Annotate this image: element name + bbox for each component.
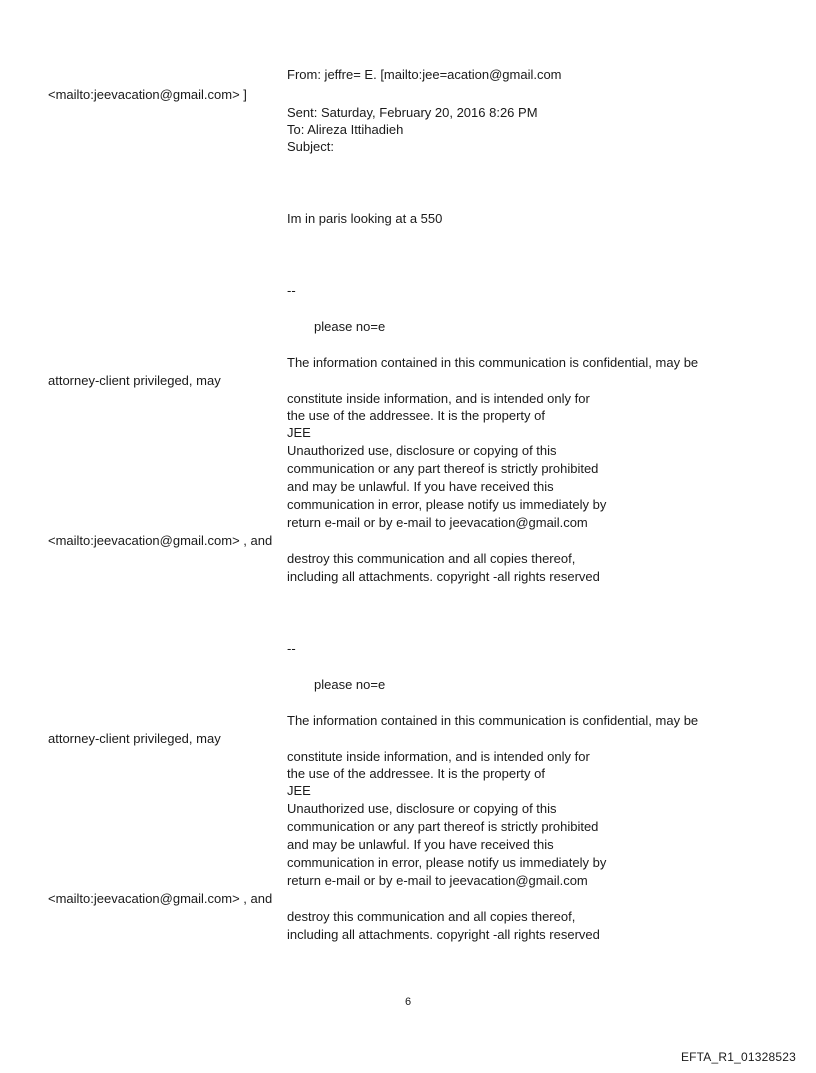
disclaimer-line: Unauthorized use, disclosure or copying of this — [287, 801, 557, 816]
disclaimer-line: and may be unlawful. If you have received this — [287, 479, 554, 494]
disclaimer-mailto-link[interactable]: <mailto:jeevacation@gmail.com> , and — [48, 891, 273, 906]
disclaimer-line: attorney-client privileged, may — [48, 731, 221, 746]
disclaimer-line: including all attachments. copyright -all rights reserved — [287, 927, 600, 942]
page-number: 6 — [404, 996, 412, 1008]
disclaimer-mailto-link[interactable]: <mailto:jeevacation@gmail.com> , and — [48, 533, 273, 548]
disclaimer-email-line[interactable]: return e-mail or by e-mail to jeevacation@gmail.com — [287, 873, 588, 888]
email-from: From: jeffre= E. [mailto:jee=acation@gmail.com — [287, 67, 562, 82]
signature-note: please no=e — [314, 677, 386, 692]
disclaimer-line: including all attachments. copyright -all rights reserved — [287, 569, 600, 584]
signature-note: please no=e — [314, 319, 386, 334]
document-id: EFTA_R1_01328523 — [680, 1050, 796, 1064]
disclaimer-line: destroy this communication and all copies thereof, — [287, 909, 576, 924]
disclaimer-line: JEE — [287, 425, 311, 440]
disclaimer-line: Unauthorized use, disclosure or copying of this — [287, 443, 557, 458]
disclaimer-line: communication in error, please notify us immediately by — [287, 855, 607, 870]
disclaimer-line: The information contained in this communication is confidential, may be — [287, 355, 699, 370]
disclaimer-line: JEE — [287, 783, 311, 798]
disclaimer-line: communication or any part thereof is strictly prohibited — [287, 461, 599, 476]
email-to: To: Alireza Ittihadieh — [287, 122, 404, 137]
disclaimer-line: the use of the addressee. It is the property of — [287, 408, 545, 423]
disclaimer-line: communication or any part thereof is strictly prohibited — [287, 819, 599, 834]
email-message: Im in paris looking at a 550 — [287, 211, 443, 226]
disclaimer-line: constitute inside information, and is intended only for — [287, 749, 590, 764]
disclaimer-line: constitute inside information, and is intended only for — [287, 391, 590, 406]
signature-separator: -- — [287, 283, 296, 298]
email-subject: Subject: — [287, 139, 334, 154]
disclaimer-line: communication in error, please notify us immediately by — [287, 497, 607, 512]
disclaimer-email-line[interactable]: return e-mail or by e-mail to jeevacation@gmail.com — [287, 515, 588, 530]
email-mailto-continuation[interactable]: <mailto:jeevacation@gmail.com> ] — [48, 87, 247, 102]
signature-separator: -- — [287, 641, 296, 656]
disclaimer-line: attorney-client privileged, may — [48, 373, 221, 388]
disclaimer-line: the use of the addressee. It is the property of — [287, 766, 545, 781]
disclaimer-line: The information contained in this communication is confidential, may be — [287, 713, 699, 728]
email-sent: Sent: Saturday, February 20, 2016 8:26 PM — [287, 105, 538, 120]
disclaimer-line: destroy this communication and all copies thereof, — [287, 551, 576, 566]
disclaimer-line: and may be unlawful. If you have received this — [287, 837, 554, 852]
